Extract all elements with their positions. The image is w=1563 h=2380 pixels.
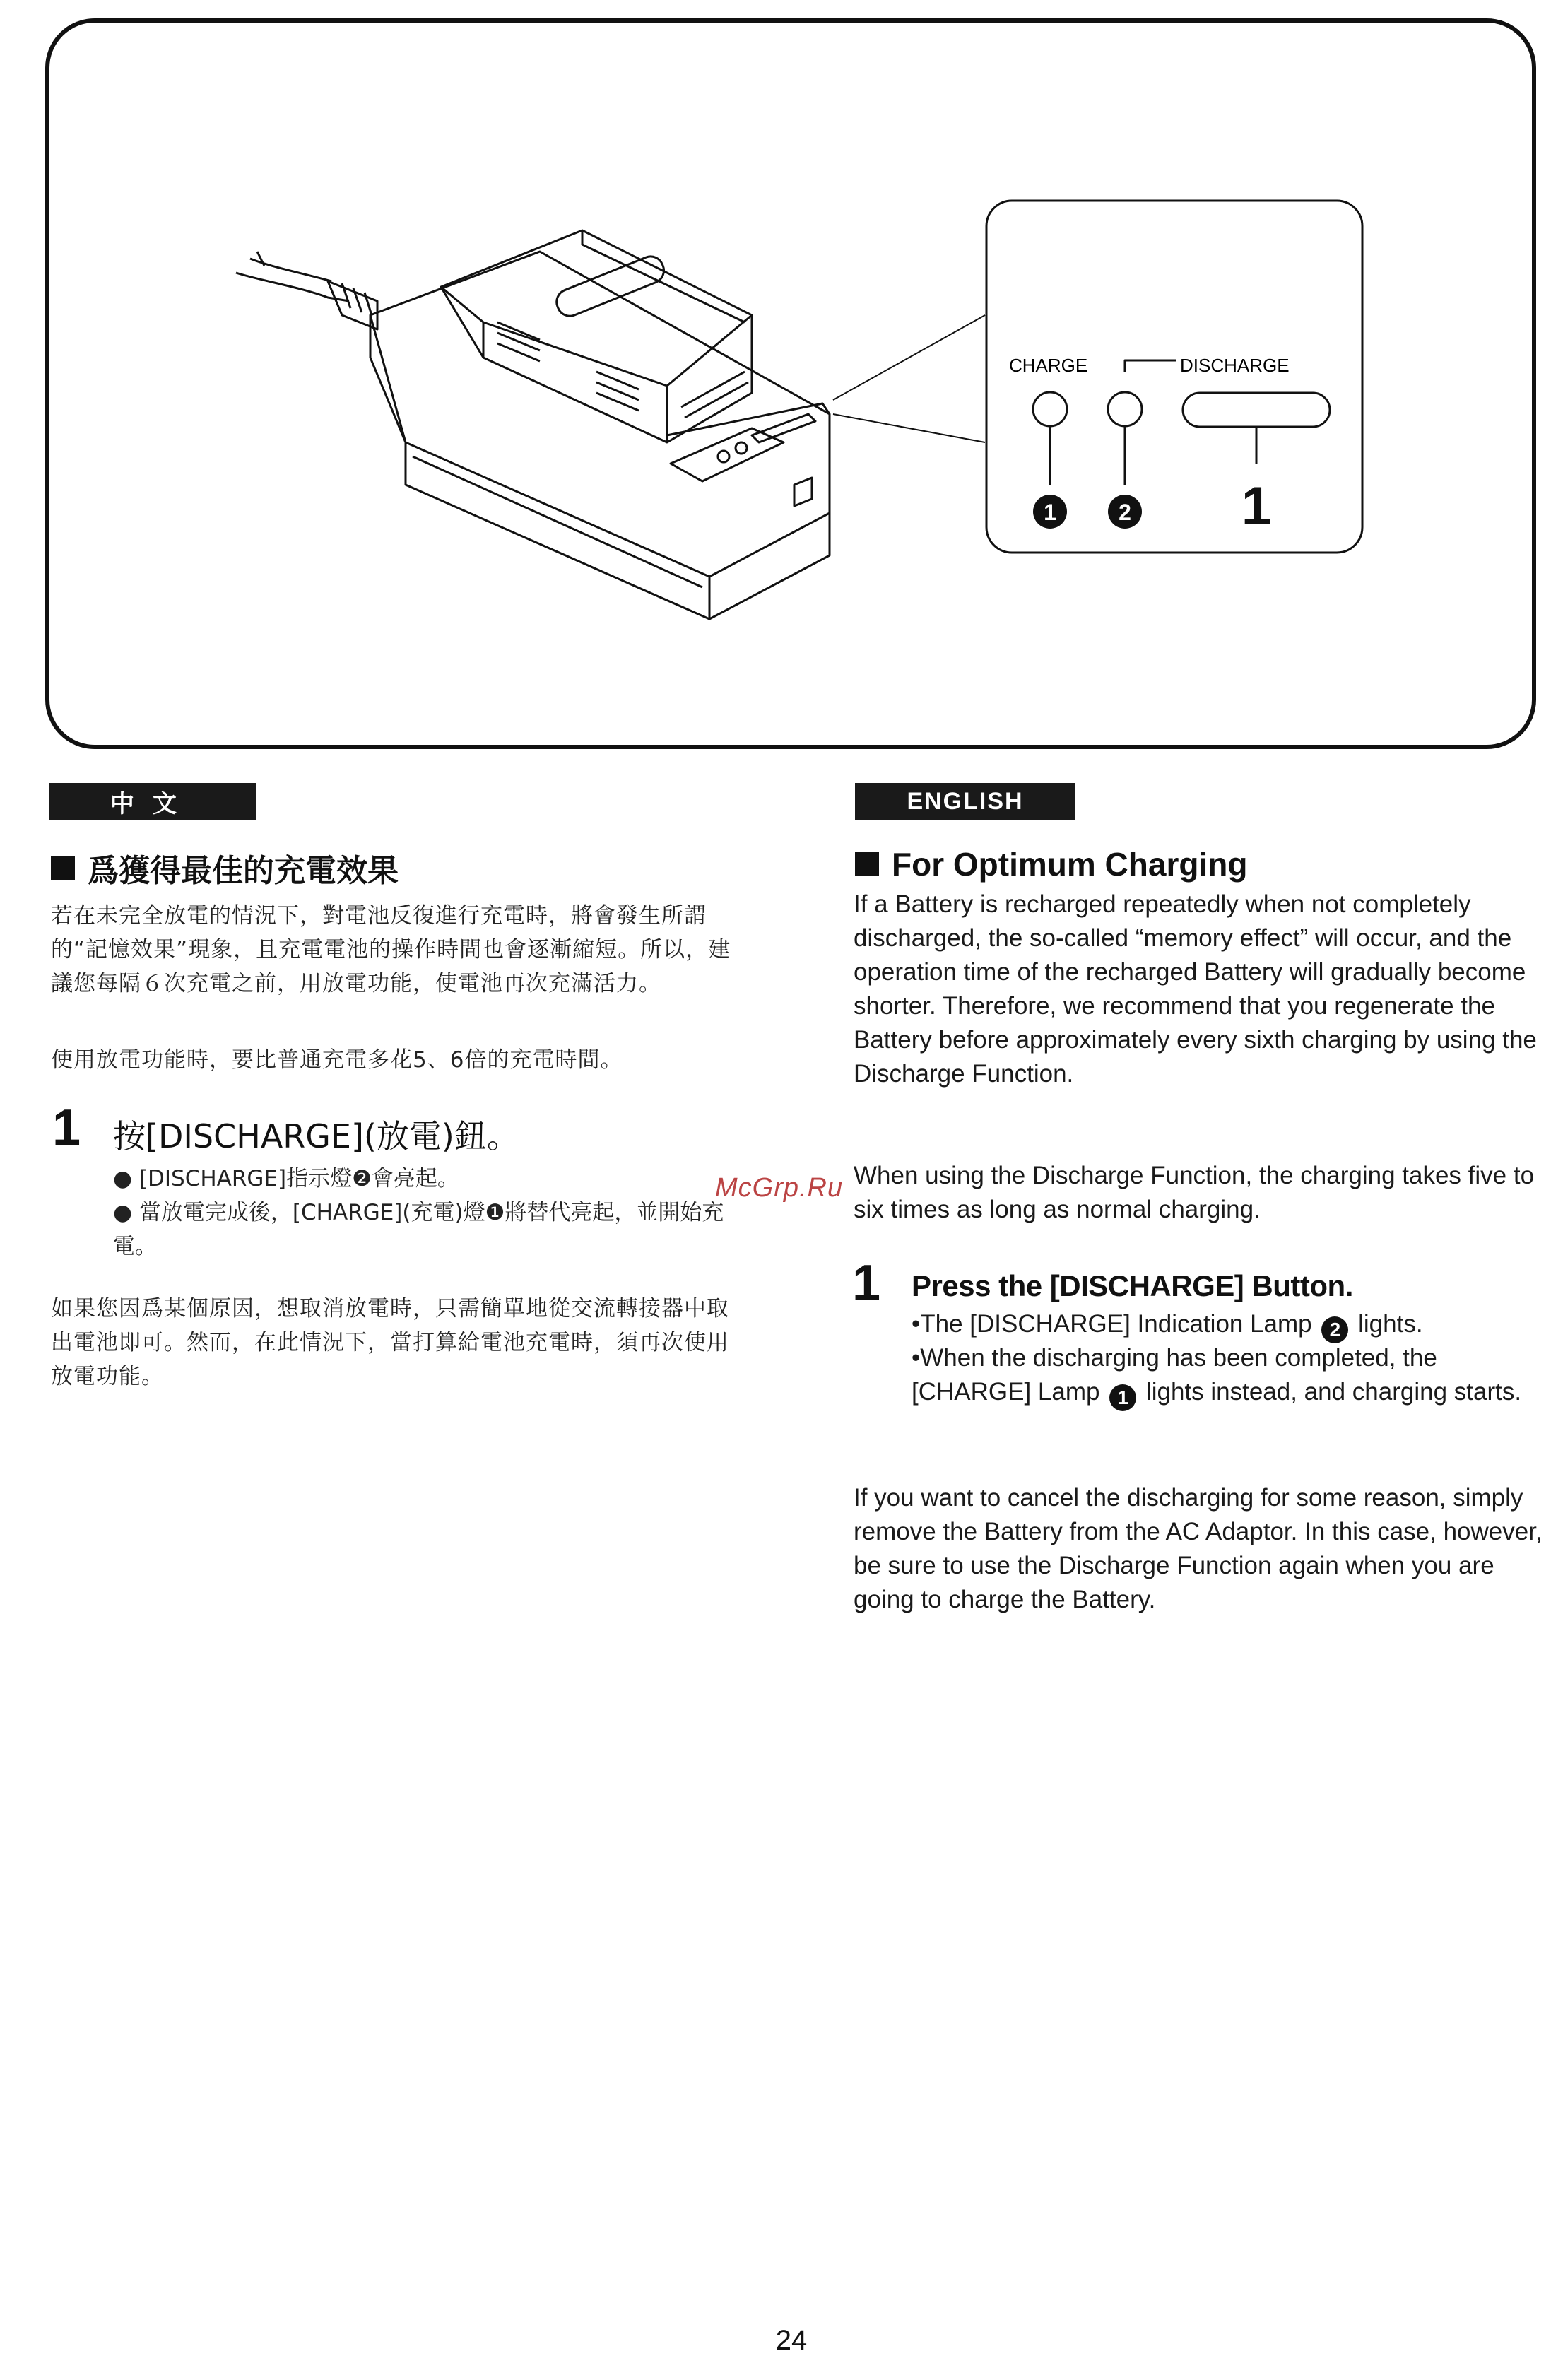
chinese-bullet-1: ● [DISCHARGE]指示燈❷會亮起。 [113, 1166, 459, 1191]
english-paragraph-3: If you want to cancel the discharging for some reason, simply remove the Battery from the AC Adaptor. In this case, however, be sure to use the Discharge Function again when you are going to charge the Battery. [854, 1484, 1543, 1613]
charge-label: CHARGE [1009, 355, 1088, 376]
english-bullet-1 [912, 1307, 1547, 1343]
english-heading [855, 845, 1247, 883]
english-paragraph-2: When using the Discharge Function, the charging takes five to six times as long as normal charging. [854, 1162, 1535, 1223]
english-bullet-2 [912, 1341, 1547, 1411]
discharge-callout-number: 1 [1241, 476, 1272, 536]
english-bullet-1-text: •The [DISCHARGE] Indication Lamp [912, 1310, 1312, 1338]
heading-square-icon [855, 852, 879, 876]
english-heading-text: For Optimum Charging [892, 846, 1248, 883]
english-bullet-2-text: •When the discharging has been completed, the [CHARGE] Lamp [912, 1344, 1437, 1406]
heading-square-icon [51, 856, 75, 880]
english-step-number: 1 [852, 1255, 881, 1312]
lamp-1-icon: 1 [1109, 1384, 1136, 1411]
english-bullet-1-end: lights. [1358, 1310, 1423, 1338]
page-number: 24 [775, 2325, 808, 2356]
chinese-heading [51, 845, 399, 890]
callout-1-text: 1 [1044, 500, 1056, 525]
english-section-tab: ENGLISH [855, 783, 1075, 820]
chinese-step-number: 1 [52, 1100, 81, 1156]
callout-2-marker [1108, 495, 1142, 529]
chinese-heading-text: 爲獲得最佳的充電效果 [88, 853, 399, 889]
callout-1-marker [1033, 495, 1067, 529]
english-bullet-2-end: lights instead, and charging starts. [1145, 1378, 1522, 1406]
chinese-paragraph-1: 若在未完全放電的情況下，對電池反復進行充電時，將會發生所謂的“記憶效果”現象，且充電電池的操作時間也會逐漸縮短。所以，建議您每隔６次充電之前，用放電功能，使電池再次充滿活力。 [51, 903, 731, 996]
callout-2-text: 2 [1119, 500, 1131, 525]
discharge-label: DISCHARGE [1180, 355, 1290, 376]
watermark: McGrp.Ru [715, 1173, 844, 1203]
english-paragraph-1: If a Battery is recharged repeatedly when not completely discharged, the so-called “memory effect” will occur, and the operation time of the recharged Battery will gradually become shorter. Therefore, we recommend that you regenerate the Battery before approximately every sixth charging by using the Discharge Function. [854, 890, 1537, 1088]
charger-illustration [45, 18, 1536, 749]
charger-drawing [236, 201, 1362, 619]
english-step-title: Press the [DISCHARGE] Button. [912, 1269, 1353, 1302]
chinese-step-title: 按[DISCHARGE](放電)鈕。 [113, 1117, 519, 1155]
chinese-bullet-2: ● 當放電完成後，[CHARGE](充電)燈❶將替代亮起，並開始充電。 [113, 1200, 724, 1259]
chinese-paragraph-3: 如果您因爲某個原因，想取消放電時，只需簡單地從交流轉接器中取出電池即可。然而，在此情況下，當打算給電池充電時，須再次使用放電功能。 [51, 1296, 729, 1389]
chinese-paragraph-2: 使用放電功能時，要比普通充電多花5、6倍的充電時間。 [51, 1047, 623, 1073]
lamp-2-icon: 2 [1321, 1316, 1348, 1343]
chinese-section-tab: 中文 [49, 783, 256, 820]
